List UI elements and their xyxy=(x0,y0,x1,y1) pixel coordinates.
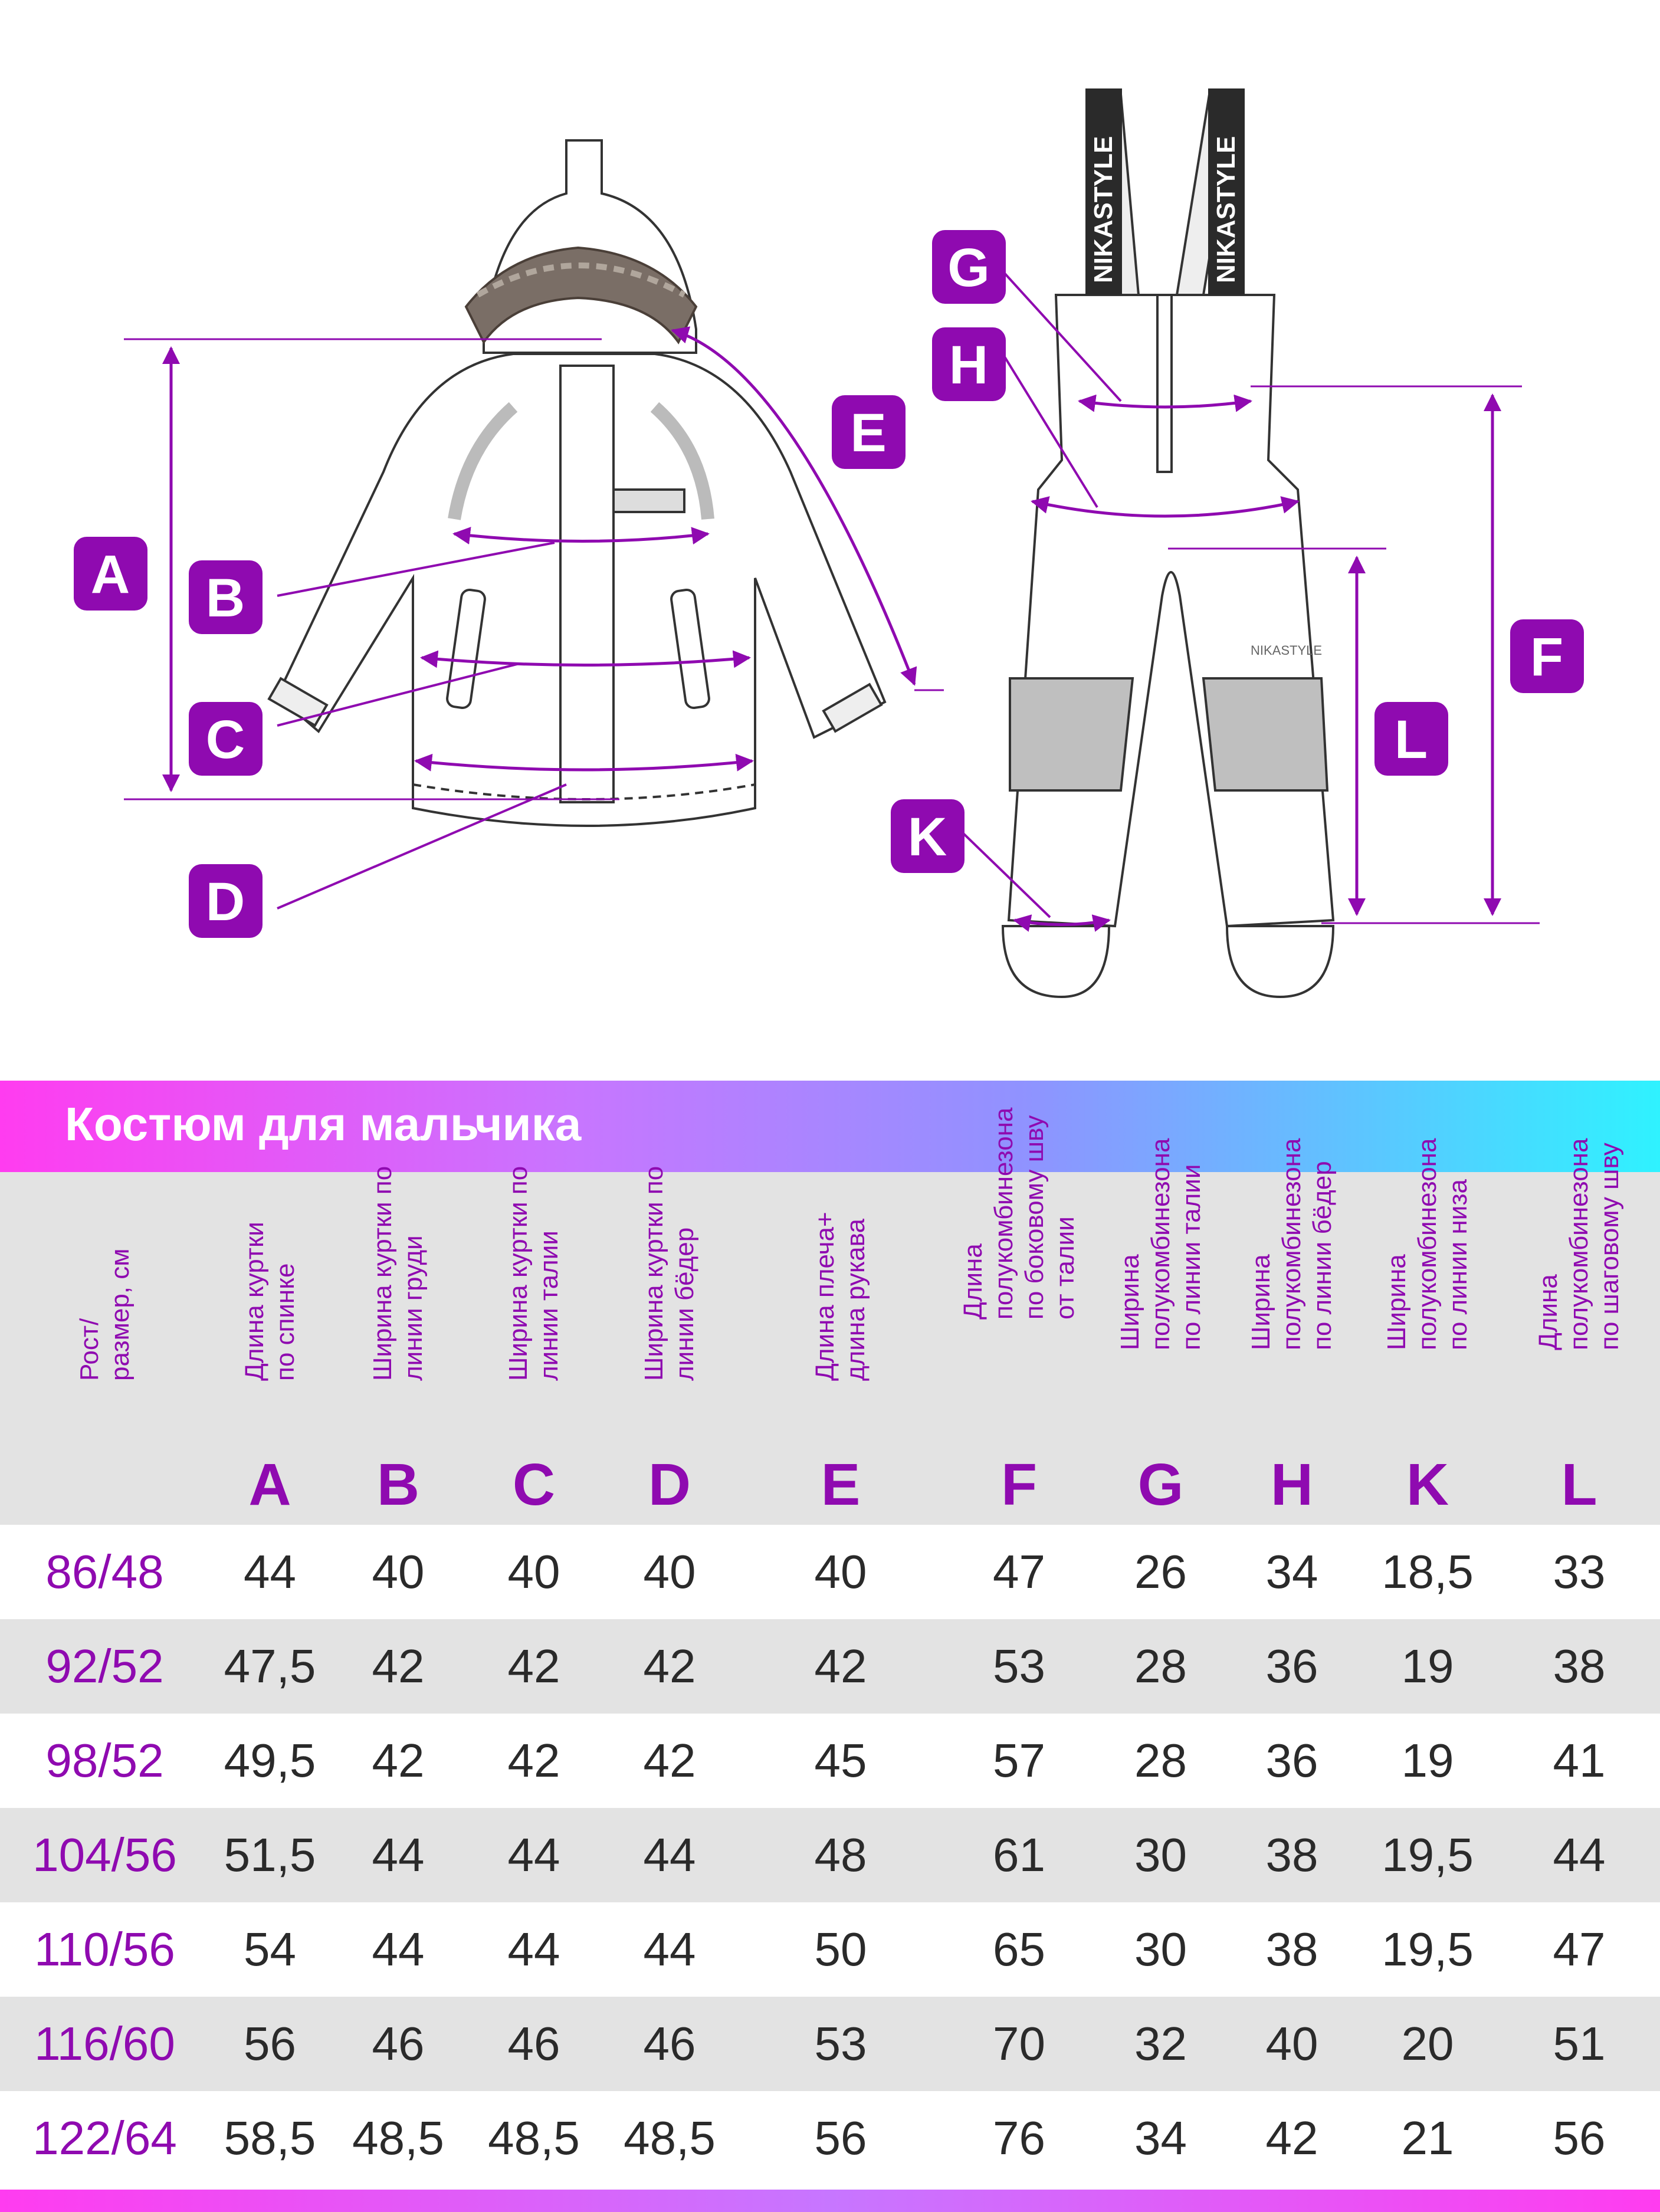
table-row xyxy=(0,1902,1660,1997)
size-cell: 110/56 xyxy=(34,1923,175,1975)
header-col-b xyxy=(330,1166,466,1525)
value-cell: 36 xyxy=(1265,1640,1318,1692)
jacket-drawing xyxy=(269,140,885,826)
value-cell: 57 xyxy=(993,1734,1045,1787)
size-cell: 116/60 xyxy=(34,2017,175,2070)
table-row xyxy=(0,1714,1660,1808)
value-cell: 49,5 xyxy=(224,1734,316,1787)
value-cell: 46 xyxy=(372,2017,425,2070)
value-cell: 46 xyxy=(643,2017,696,2070)
value-cell: 48 xyxy=(814,1829,867,1881)
value-cell: 26 xyxy=(1134,1545,1187,1598)
table-title: Костюм для мальчика xyxy=(65,1098,582,1150)
size-cell: 122/64 xyxy=(32,2112,177,2164)
svg-text:E: E xyxy=(850,403,887,463)
value-cell: 40 xyxy=(372,1545,425,1598)
header-letter: E xyxy=(821,1452,861,1518)
header-col-f xyxy=(944,1107,1094,1525)
value-cell: 53 xyxy=(993,1640,1045,1692)
value-cell: 28 xyxy=(1134,1734,1187,1787)
value-cell: 40 xyxy=(507,1545,560,1598)
value-cell: 40 xyxy=(643,1545,696,1598)
value-cell: 61 xyxy=(993,1829,1045,1881)
value-cell: 48,5 xyxy=(488,2112,580,2164)
value-cell: 44 xyxy=(507,1829,560,1881)
header-label: Ширина полукомбинезона по линии талии xyxy=(1115,1138,1206,1350)
table-row xyxy=(0,2091,1660,2185)
svg-text:G: G xyxy=(947,238,990,298)
header-label: Ширина полукомбинезона по линии низа xyxy=(1382,1138,1472,1350)
strap-logo-left: NIKASTYLE xyxy=(1089,136,1118,283)
svg-text:B: B xyxy=(205,568,245,628)
value-cell: 42 xyxy=(507,1640,560,1692)
value-cell: 47 xyxy=(1553,1923,1606,1975)
badge-d xyxy=(189,864,263,938)
value-cell: 42 xyxy=(507,1734,560,1787)
value-cell: 21 xyxy=(1401,2112,1454,2164)
value-cell: 34 xyxy=(1134,2112,1187,2164)
badge-b xyxy=(189,560,263,634)
size-diagram xyxy=(0,0,1660,1038)
header-letter: C xyxy=(512,1452,556,1518)
badge-a xyxy=(74,537,147,611)
table-row xyxy=(0,1997,1660,2091)
value-cell: 44 xyxy=(643,1923,696,1975)
header-col-a xyxy=(209,1172,330,1525)
badge-h xyxy=(932,327,1006,401)
svg-text:H: H xyxy=(949,335,989,395)
value-cell: 44 xyxy=(372,1829,425,1881)
value-cell: 44 xyxy=(1553,1829,1606,1881)
badge-l xyxy=(1374,702,1448,776)
header-col-k xyxy=(1357,1138,1498,1525)
svg-text:A: A xyxy=(90,544,130,605)
svg-text:L: L xyxy=(1394,710,1428,770)
value-cell: 65 xyxy=(993,1923,1045,1975)
header-label: Длина полукомбинезона по шаговому шву xyxy=(1534,1138,1624,1350)
value-cell: 47,5 xyxy=(224,1640,316,1692)
header-letter: G xyxy=(1137,1452,1184,1518)
value-cell: 70 xyxy=(993,2017,1045,2070)
value-cell: 32 xyxy=(1134,2017,1187,2070)
header-letter: F xyxy=(1000,1452,1038,1518)
value-cell: 42 xyxy=(372,1640,425,1692)
value-cell: 44 xyxy=(244,1545,296,1598)
header-label: Ширина куртки по линии талии xyxy=(504,1166,563,1381)
value-cell: 56 xyxy=(1553,2112,1606,2164)
badge-k xyxy=(891,799,964,873)
value-cell: 42 xyxy=(643,1734,696,1787)
value-cell: 51 xyxy=(1553,2017,1606,2070)
header-letter: H xyxy=(1270,1452,1314,1518)
value-cell: 19,5 xyxy=(1382,1829,1474,1881)
svg-text:F: F xyxy=(1530,627,1564,687)
header-label: Ширина полукомбинезона по линии бёдер xyxy=(1246,1138,1337,1350)
value-cell: 30 xyxy=(1134,1923,1187,1975)
value-cell: 44 xyxy=(372,1923,425,1975)
bottom-bar xyxy=(0,2190,1660,2212)
value-cell: 56 xyxy=(244,2017,296,2070)
value-cell: 19 xyxy=(1401,1734,1454,1787)
table-row xyxy=(0,1525,1660,1619)
value-cell: 40 xyxy=(1265,2017,1318,2070)
value-cell: 50 xyxy=(814,1923,867,1975)
header-letter: A xyxy=(248,1452,291,1518)
header-label: Ширина куртки по линии бёдер xyxy=(639,1166,699,1381)
badge-g xyxy=(932,230,1006,304)
header-label: Ширина куртки по линии груди xyxy=(368,1166,428,1381)
value-cell: 76 xyxy=(993,2112,1045,2164)
size-cell: 98/52 xyxy=(45,1734,164,1787)
strap-logo-right: NIKASTYLE xyxy=(1212,136,1241,283)
header-col-d xyxy=(602,1166,737,1525)
value-cell: 38 xyxy=(1265,1829,1318,1881)
table-row xyxy=(0,1808,1660,1902)
value-cell: 42 xyxy=(814,1640,867,1692)
header-label: Рост/ размер, см xyxy=(74,1248,134,1381)
header-letter: K xyxy=(1406,1452,1449,1518)
value-cell: 53 xyxy=(814,2017,867,2070)
value-cell: 48,5 xyxy=(624,2112,716,2164)
value-cell: 42 xyxy=(1265,2112,1318,2164)
size-cell: 104/56 xyxy=(32,1829,177,1881)
value-cell: 28 xyxy=(1134,1640,1187,1692)
header-col-c xyxy=(466,1166,602,1525)
value-cell: 42 xyxy=(372,1734,425,1787)
value-cell: 58,5 xyxy=(224,2112,316,2164)
header-letter: L xyxy=(1561,1452,1597,1518)
value-cell: 54 xyxy=(244,1923,296,1975)
value-cell: 38 xyxy=(1265,1923,1318,1975)
value-cell: 19,5 xyxy=(1382,1923,1474,1975)
overalls-small-logo: NIKASTYLE xyxy=(1251,643,1323,658)
value-cell: 41 xyxy=(1553,1734,1606,1787)
header-col-l xyxy=(1498,1138,1660,1525)
overalls-drawing xyxy=(1003,94,1333,997)
value-cell: 20 xyxy=(1401,2017,1454,2070)
header-col-h xyxy=(1227,1138,1357,1525)
value-cell: 46 xyxy=(507,2017,560,2070)
header-letter: D xyxy=(648,1452,691,1518)
value-cell: 48,5 xyxy=(352,2112,444,2164)
value-cell: 42 xyxy=(643,1640,696,1692)
strap-logo xyxy=(1085,88,1245,295)
value-cell: 51,5 xyxy=(224,1829,316,1881)
value-cell: 56 xyxy=(814,2112,867,2164)
value-cell: 34 xyxy=(1265,1545,1318,1598)
value-cell: 18,5 xyxy=(1382,1545,1474,1598)
header-label: Длина полукомбинезона по боковому шву от талии xyxy=(958,1107,1080,1320)
badge-e xyxy=(832,395,906,469)
header-label: Длина куртки по спинке xyxy=(240,1222,300,1381)
value-cell: 47 xyxy=(993,1545,1045,1598)
value-cell: 44 xyxy=(643,1829,696,1881)
badge-f xyxy=(1510,619,1584,693)
value-cell: 19 xyxy=(1401,1640,1454,1692)
value-cell: 36 xyxy=(1265,1734,1318,1787)
size-cell: 86/48 xyxy=(45,1545,164,1598)
value-cell: 45 xyxy=(814,1734,867,1787)
size-cell: 92/52 xyxy=(45,1640,164,1692)
table-row xyxy=(0,1619,1660,1714)
value-cell: 40 xyxy=(814,1545,867,1598)
svg-text:D: D xyxy=(205,872,245,932)
value-cell: 44 xyxy=(507,1923,560,1975)
svg-text:K: K xyxy=(907,807,947,867)
header-letter: B xyxy=(376,1452,420,1518)
header-col-size xyxy=(0,1172,209,1525)
value-cell: 30 xyxy=(1134,1829,1187,1881)
header-col-g xyxy=(1094,1138,1227,1525)
svg-text:C: C xyxy=(205,710,245,770)
value-cell: 38 xyxy=(1553,1640,1606,1692)
badge-c xyxy=(189,702,263,776)
header-col-e xyxy=(737,1172,944,1525)
value-cell: 33 xyxy=(1553,1545,1606,1598)
header-label: Длина плеча+ длина рукава xyxy=(811,1212,870,1381)
